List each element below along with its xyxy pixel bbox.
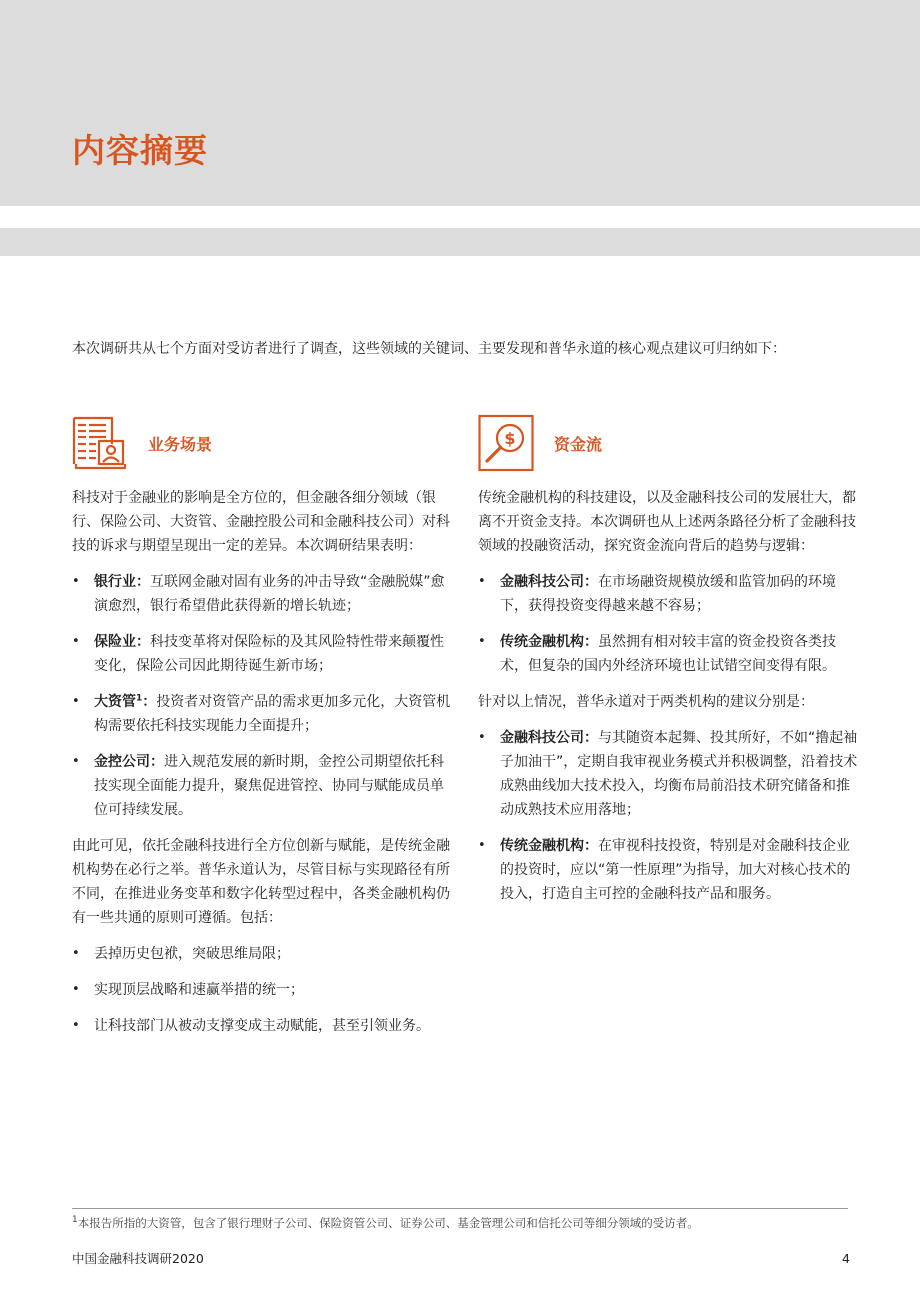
- item-label: 保险业：: [94, 634, 150, 650]
- item-label: 传统金融机构：: [500, 838, 598, 854]
- item-text: 互联网金融对固有业务的冲击导致“金融脱媒”愈演愈烈，银行希望借此获得新的增长轨迹；: [94, 574, 445, 614]
- footer-document-title: 中国金融科技调研2020: [72, 1251, 204, 1266]
- list-item: [478, 570, 858, 618]
- section-header: [478, 410, 858, 476]
- section-title: 资金流: [554, 434, 603, 454]
- item-text: 在审视科技投资，特别是对金融科技企业的投资时，应以“第一性原理”为指导，加大对核心技术的投入，打造自主可控的金融科技产品和服务。: [500, 838, 851, 902]
- bullet: •: [478, 634, 486, 649]
- item-label: 传统金融机构：: [500, 634, 598, 650]
- item-label: 大资管: [94, 694, 136, 710]
- section-paragraph: 针对以上情况，普华永道对于两类机构的建议分别是：: [478, 694, 814, 710]
- bullet: •: [72, 946, 80, 961]
- section-header: [72, 410, 452, 476]
- divider-band: [0, 228, 920, 256]
- bullet: •: [72, 754, 80, 769]
- finding-list: [72, 570, 452, 822]
- bullet: •: [72, 982, 80, 997]
- item-label: 金融科技公司：: [500, 574, 598, 590]
- item-text: 实现顶层战略和速赢举措的统一；: [94, 982, 304, 998]
- list-item: [72, 978, 452, 1002]
- footnote-text: 本报告所指的大资管，包含了银行理财子公司、保险资管公司、证券公司、基金管理公司和信托公司等细分领域的受访者。: [77, 1216, 699, 1230]
- intro-paragraph: 本次调研共从七个方面对受访者进行了调查，这些领域的关键词、主要发现和普华永道的核心观点建议可归纳如下：: [72, 341, 786, 357]
- section-paragraph: 科技对于金融业的影响是全方位的，但金融各细分领域（银行、保险公司、大资管、金融控股公司和金融科技公司）对科技的诉求与期望呈现出一定的差异。本次调研结果表明：: [72, 490, 450, 554]
- footnote-rule: [72, 1208, 848, 1209]
- list-item: [72, 750, 452, 822]
- bullet: •: [72, 694, 80, 709]
- bullet: •: [478, 838, 486, 853]
- finding-list: [478, 570, 858, 678]
- item-colon: ：: [142, 694, 157, 710]
- item-text: 在市场融资规模放缓和监管加码的环境下，获得投资变得越来越不容易；: [500, 574, 836, 614]
- section-capital-flow: [478, 410, 858, 918]
- item-label: 金融科技公司：: [500, 730, 598, 746]
- list-item: [478, 834, 858, 906]
- section-title: 业务场景: [148, 434, 213, 454]
- page-title: 内容摘要: [72, 131, 208, 170]
- principle-list: [72, 942, 452, 1038]
- list-item: [478, 726, 858, 822]
- footnote-marker: 1: [72, 1215, 78, 1226]
- list-item: [72, 690, 452, 738]
- item-text: 进入规范发展的新时期，金控公司期望依托科技实现全面能力提升，聚焦促进管控、协同与赋能成员单位可持续发展。: [94, 754, 444, 818]
- footnote: [72, 1214, 862, 1232]
- item-text: 让科技部门从被动支撑变成主动赋能，甚至引领业务。: [94, 1018, 430, 1034]
- bullet: •: [478, 730, 486, 745]
- bullet: •: [72, 574, 80, 589]
- recommendation-list: [478, 726, 858, 906]
- item-text: 投资者对资管产品的需求更加多元化，大资管机构需要依托科技实现能力全面提升；: [94, 694, 451, 734]
- item-text: 虽然拥有相对较丰富的资金投资各类技术，但复杂的国内外经济环境也让试错空间变得有限。: [500, 634, 836, 674]
- list-item: [72, 942, 452, 966]
- item-text: 科技变革将对保险标的及其风险特性带来颠覆性变化，保险公司因此期待诞生新市场；: [94, 634, 444, 674]
- list-item: [72, 630, 452, 678]
- svg-text:$: $: [504, 429, 516, 448]
- bullet: •: [72, 1018, 80, 1033]
- section-paragraph: 传统金融机构的科技建设，以及金融科技公司的发展壮大，都离不开资金支持。本次调研也从上述两条路径分析了金融科技领域的投融资活动，探究资金流向背后的趋势与逻辑：: [478, 490, 856, 554]
- bullet: •: [72, 634, 80, 649]
- item-label: 银行业：: [94, 574, 150, 590]
- bullet: •: [478, 574, 486, 589]
- dollar-magnifier-icon: [478, 414, 534, 472]
- header-band: [0, 0, 920, 206]
- item-text: 丢掉历史包袱，突破思维局限；: [94, 946, 290, 962]
- document-list-icon: [72, 414, 128, 472]
- list-item: [72, 1014, 452, 1038]
- item-text: 与其随资本起舞、投其所好，不如“撸起袖子加油干”，定期自我审视业务模式并积极调整，沿着技术成熟曲线加大技术投入，均衡布局前沿技术研究储备和推动成熟技术应用落地；: [500, 730, 858, 818]
- page-number: 4: [842, 1251, 850, 1266]
- section-paragraph: 由此可见，依托金融科技进行全方位创新与赋能，是传统金融机构势在必行之举。普华永道认为，尽管目标与实现路径有所不同，在推进业务变革和数字化转型过程中，各类金融机构仍有一些共通的原则可遵循。包括：: [72, 838, 450, 926]
- section-business-scenarios: [72, 410, 452, 1050]
- footnote-ref: 1: [136, 693, 143, 704]
- item-label: 金控公司：: [94, 754, 164, 770]
- list-item: [478, 630, 858, 678]
- list-item: [72, 570, 452, 618]
